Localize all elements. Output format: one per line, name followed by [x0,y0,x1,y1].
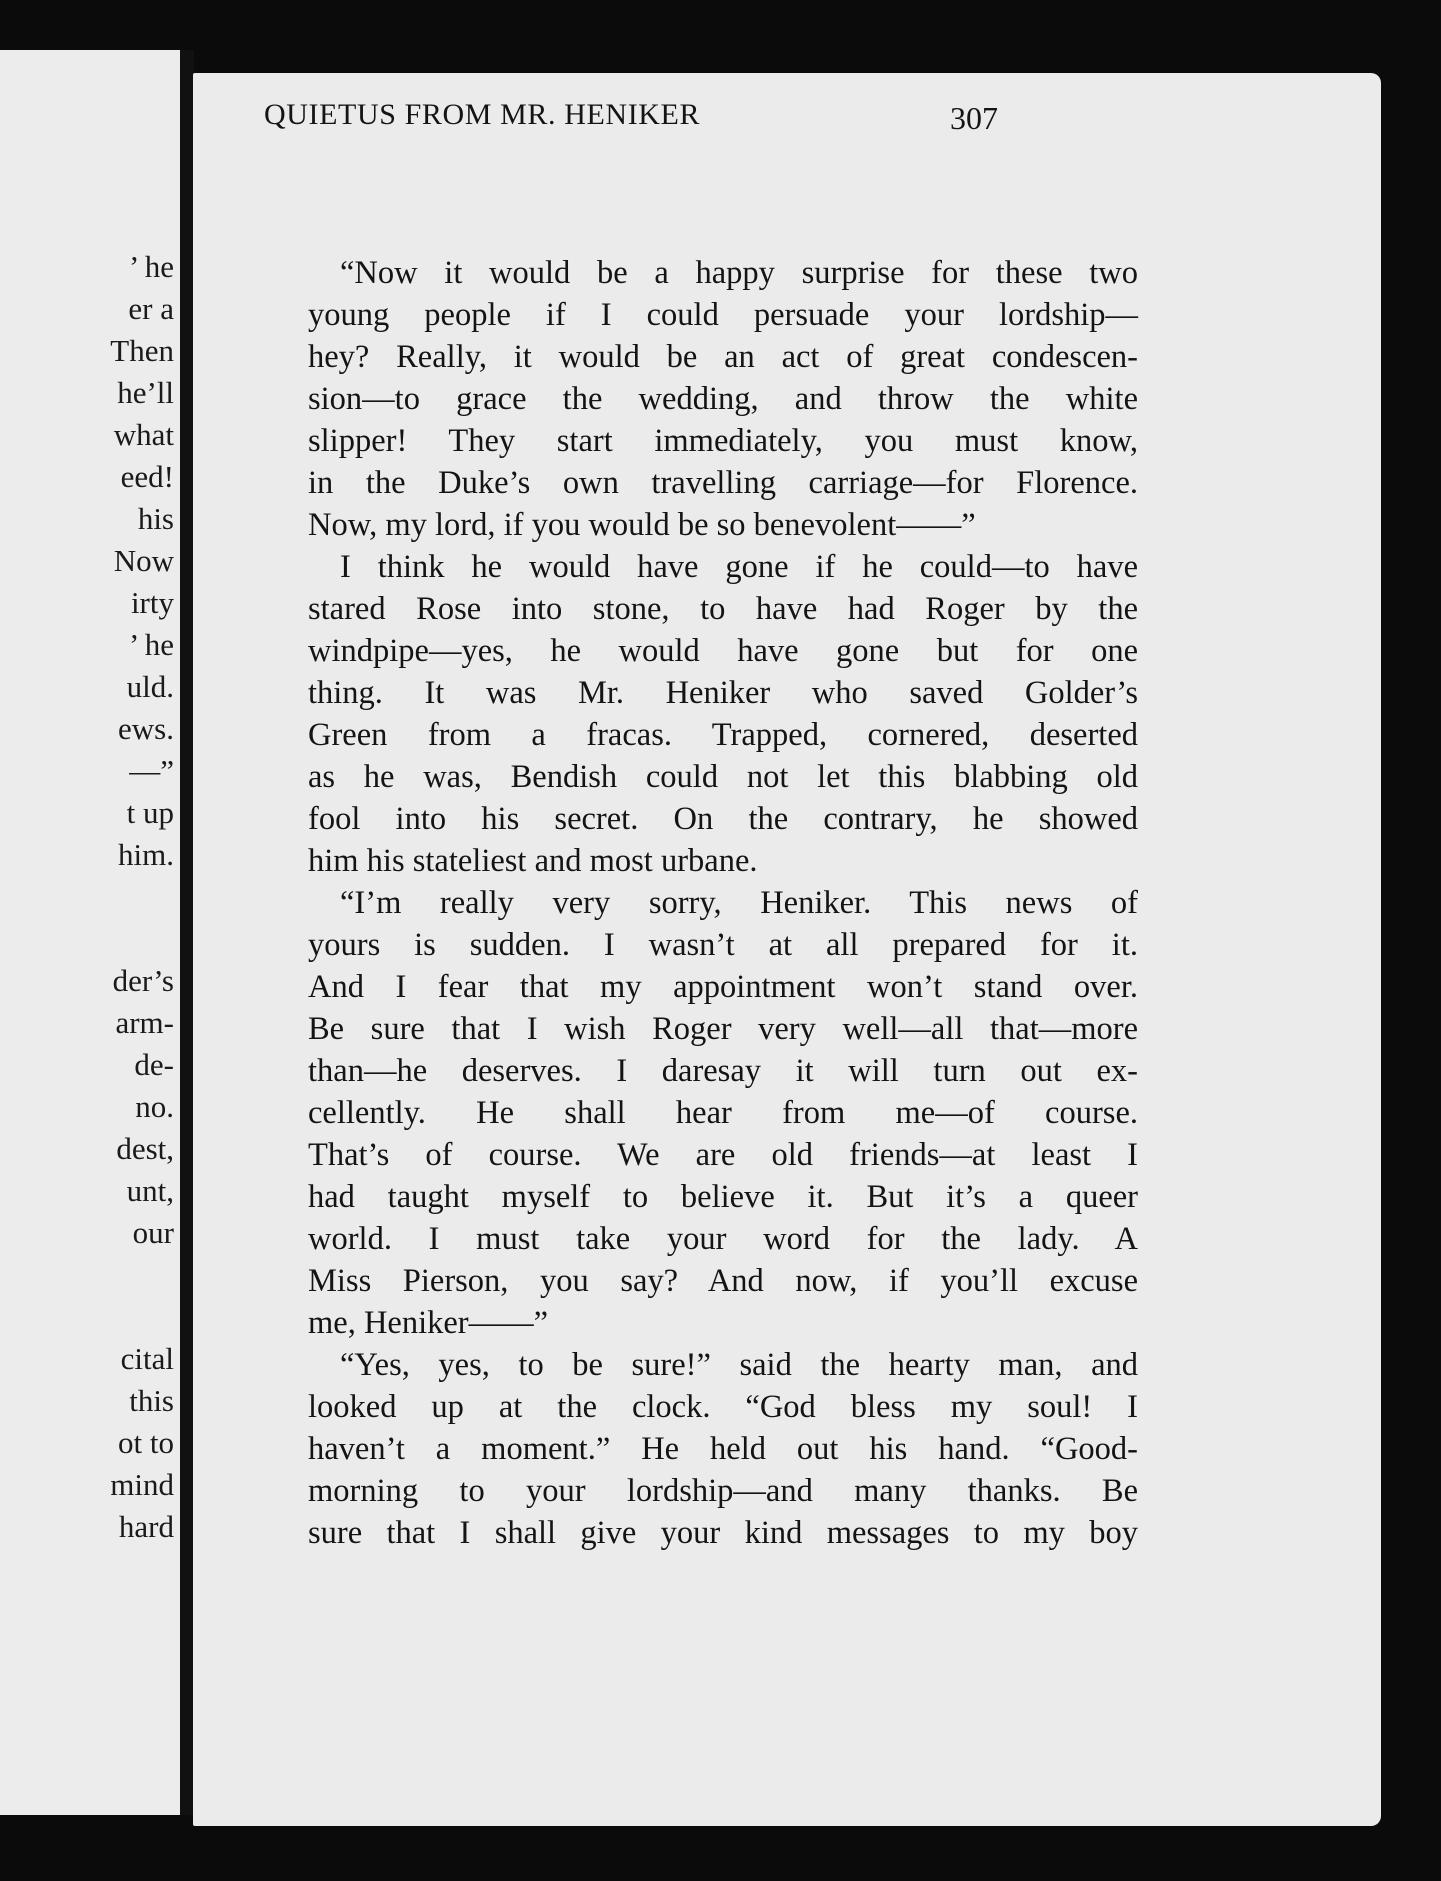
facing-line: ot to [118,1425,174,1460]
facing-line: ews. [118,711,174,746]
text-line: thing. It was Mr. Heniker who saved Golder’s [308,675,1138,711]
facing-line: Now [113,543,174,578]
text-line: haven’t a moment.” He held out his hand. “Good- [308,1431,1138,1467]
text-line: sion—to grace the wedding, and throw the white [308,381,1138,417]
text-line: “I’m really very sorry, Heniker. This news of [340,885,1138,921]
facing-line: —” [129,753,174,788]
text-line: “Yes, yes, to be sure!” said the hearty man, and [340,1347,1138,1383]
facing-line: he’ll [117,375,174,410]
text-line: fool into his secret. On the contrary, he showed [308,801,1138,837]
facing-line: ’ he [128,627,174,662]
facing-line: Then [110,333,174,368]
running-head: QUIETUS FROM MR. HENIKER [264,98,701,131]
text-line: windpipe—yes, he would have gone but for one [308,633,1138,669]
facing-line: what [113,417,174,452]
text-line: world. I must take your word for the lady. A [308,1221,1138,1257]
text-line: him his stateliest and most urbane. [308,843,758,879]
text-line: as he was, Bendish could not let this blabbing old [308,759,1138,795]
text-line: young people if I could persuade your lordship— [308,297,1138,333]
facing-line: er a [128,291,174,326]
facing-line: unt, [126,1173,174,1208]
text-line: “Now it would be a happy surprise for these two [340,255,1138,291]
text-line: me, Heniker——” [308,1305,549,1341]
text-line: Now, my lord, if you would be so benevolent——” [308,507,976,543]
text-line: And I fear that my appointment won’t stand over. [308,969,1138,1005]
facing-line: dest, [116,1131,174,1166]
book-gutter [180,50,194,1815]
page-header [264,98,998,142]
facing-line: our [132,1215,174,1250]
text-line: slipper! They start immediately, you must know, [308,423,1138,459]
text-line: stared Rose into stone, to have had Roger by the [308,591,1138,627]
facing-line: eed! [120,459,174,494]
text-line: looked up at the clock. “God bless my soul! I [308,1389,1138,1425]
text-line: sure that I shall give your kind messages to my boy [308,1515,1138,1551]
facing-line: him. [118,837,174,872]
facing-line: ’ he [128,249,174,284]
text-line: than—he deserves. I daresay it will turn out ex- [308,1053,1138,1089]
text-line: That’s of course. We are old friends—at least I [308,1137,1138,1173]
text-line: Miss Pierson, you say? And now, if you’ll excuse [308,1263,1138,1299]
text-line: I think he would have gone if he could—to have [340,549,1138,585]
facing-line: cital [120,1341,174,1376]
facing-line: de- [134,1047,174,1082]
facing-line: his [137,501,174,536]
facing-line: arm- [115,1005,174,1040]
text-line: morning to your lordship—and many thanks. Be [308,1473,1138,1509]
text-line: in the Duke’s own travelling carriage—for Florence. [308,465,1138,501]
page-number: 307 [950,100,998,136]
facing-line: mind [110,1467,174,1502]
facing-line: hard [118,1509,174,1544]
facing-line: t up [126,795,174,830]
facing-line: uld. [126,669,174,704]
facing-line: der’s [112,963,174,998]
text-line: Green from a fracas. Trapped, cornered, deserted [308,717,1138,753]
facing-line: this [129,1383,174,1418]
text-line: cellently. He shall hear from me—of course. [308,1095,1138,1131]
text-line: Be sure that I wish Roger very well—all that—more [308,1011,1138,1047]
text-line: had taught myself to believe it. But it’s a queer [308,1179,1138,1215]
facing-page-fragment [0,50,180,1815]
facing-line: irty [130,585,174,620]
text-line: yours is sudden. I wasn’t at all prepared for it. [308,927,1138,963]
facing-line: no. [135,1089,174,1124]
text-line: hey? Really, it would be an act of great condescen- [308,339,1138,375]
